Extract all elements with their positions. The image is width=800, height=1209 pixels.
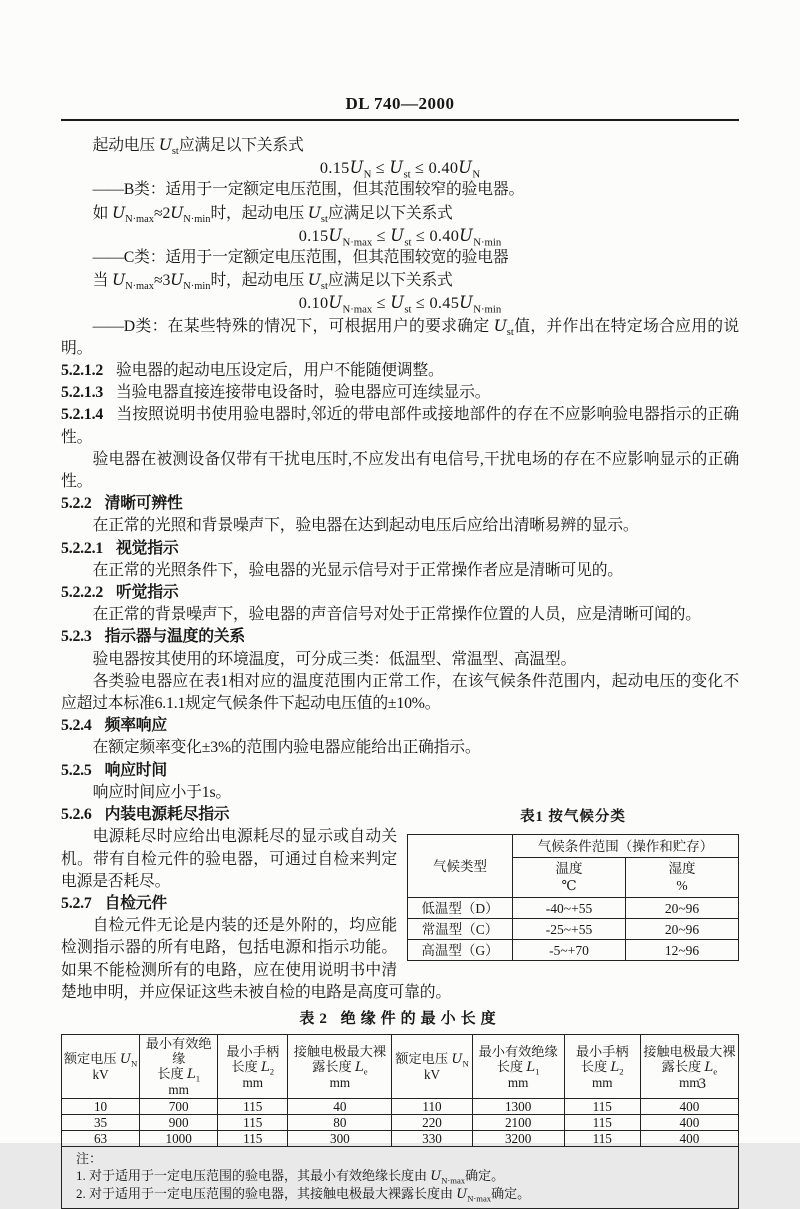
section-number: 5.2.1.4 — [61, 406, 104, 424]
paragraph: 如 $U_{N\cdot max}\approx 2U_{N\cdot min}$时，起动电压 $U_{st}$应满足以下关系式 — [92, 202, 453, 225]
table-row — [62, 1099, 739, 1115]
section-number: 5.2.2.1 — [61, 539, 104, 557]
section-number: 5.2.7 — [61, 894, 92, 912]
cell: 110 — [392, 1099, 472, 1115]
section-title: 视觉指示 — [116, 539, 179, 557]
table2-header-row — [62, 1035, 739, 1099]
section-number: 5.2.1.2 — [61, 362, 104, 380]
cell: 低温型（D） — [408, 898, 513, 919]
table-row — [408, 898, 739, 919]
cell: 115 — [218, 1115, 288, 1131]
cell: 220 — [392, 1115, 472, 1131]
note-label: 注： — [76, 1151, 103, 1167]
paragraph: 验电器在被测设备仅带有干扰电压时,不应发出有电信号,干扰电场的存在不应影响显示的正确性。 — [61, 450, 739, 491]
cell: 35 — [62, 1115, 140, 1131]
table1-title: 表1 按气候分类 — [520, 809, 626, 826]
cell: 115 — [564, 1115, 640, 1131]
table2-notes — [62, 1147, 739, 1209]
paragraph: ——C类：适用于一定额定电压范围，但其范围较宽的验电器 — [92, 249, 509, 267]
paragraph: 电源耗尽时应给出电源耗尽的显示或自动关机。带有自检元件的验电器，可通过自检来判定电源是否耗尽。 — [61, 828, 397, 890]
column-header: 额定电压 $U_N$ kV — [392, 1035, 472, 1099]
cell: 2100 — [472, 1115, 564, 1131]
formula-line: $0.15U_N \le U_{st} \le 0.40U_N$ — [319, 158, 481, 181]
column-header: 最小手柄 长度 $L_2$ mm — [564, 1035, 640, 1099]
section-number: 5.2.6 — [61, 806, 92, 824]
cell: 常温型（C） — [408, 919, 513, 940]
column-header: 接触电极最大裸 露长度 $L_e$ mm — [640, 1035, 738, 1099]
paragraph: ——D类：在某些特殊的情况下，可根据用户的要求确定 $U_{st}$值，并作出在特定场合应用的说明。 — [61, 315, 739, 357]
table1-header-row — [408, 835, 739, 858]
header-rule — [61, 119, 739, 121]
section-text: 当验电器直接连接带电设备时，验电器应可连续显示。 — [116, 384, 491, 402]
section-with-table1 — [61, 804, 739, 1004]
climate-table — [407, 834, 739, 961]
section-number: 5.2.5 — [61, 761, 92, 779]
cell: 20~96 — [626, 919, 739, 940]
column-header: 最小手柄 长度 $L_2$ mm — [218, 1035, 288, 1099]
section-number: 5.2.3 — [61, 628, 92, 646]
paragraph: 当 $U_{N\cdot max}\approx 3U_{N\cdot min}$时，起动电压 $U_{st}$应满足以下关系式 — [92, 270, 453, 293]
section-number: 5.2.2.2 — [61, 584, 104, 602]
section-title: 频率响应 — [104, 717, 167, 735]
section-title: 内装电源耗尽指示 — [104, 806, 230, 824]
paragraph: 在正常的背景噪声下，验电器的声音信号对处于正常操作位置的人员，应是清晰可闻的。 — [92, 606, 701, 624]
cell: 700 — [140, 1099, 218, 1115]
formula-line: $0.10U_{N\cdot max} \le U_{st} \le 0.45U_{N\cdot min}$ — [298, 293, 502, 316]
note: 2. 对于适用于一定电压范围的验电器，其接触电极最大裸露长度由 $U_{N\cdot max}$确定。 — [76, 1186, 531, 1204]
section-text: 当按照说明书使用验电器时,邻近的带电部件或接地部件的存在不应影响验电器指示的正确性。 — [61, 406, 739, 446]
cell: 330 — [392, 1131, 472, 1147]
cell: 300 — [288, 1131, 392, 1147]
section-title: 指示器与温度的关系 — [104, 628, 245, 646]
column-header: 最小有效绝缘 长度 $L_1$ mm — [140, 1035, 218, 1099]
cell: 20~96 — [626, 898, 739, 919]
temp-unit: ℃ — [561, 878, 577, 894]
cell: 80 — [288, 1115, 392, 1131]
table1-header-type: 气候类型 — [408, 835, 513, 898]
humidity-label: 湿度 — [668, 861, 696, 877]
table1-container — [407, 806, 739, 961]
table1-header-humidity — [626, 858, 739, 898]
cell: 12~96 — [626, 940, 739, 961]
table-row — [62, 1131, 739, 1147]
paragraph: 在额定频率变化±3%的范围内验电器应能给出正确指示。 — [92, 739, 481, 757]
cell: 900 — [140, 1115, 218, 1131]
cell: -5~+70 — [513, 940, 626, 961]
paragraph: 在正常的光照和背景噪声下，验电器在达到起动电压后应给出清晰易辨的显示。 — [92, 517, 639, 535]
paragraph: ——B类：适用于一定额定电压范围，但其范围较窄的验电器。 — [92, 181, 525, 199]
table-row — [408, 919, 739, 940]
humidity-unit: % — [676, 878, 688, 894]
table-row — [62, 1115, 739, 1131]
paragraph: 响应时间应小于1s。 — [92, 783, 232, 801]
section-number: 5.2.2 — [61, 495, 92, 513]
insulation-table — [61, 1034, 739, 1209]
cell: 3200 — [472, 1131, 564, 1147]
section-title: 清晰可辨性 — [104, 495, 183, 513]
cell: 400 — [640, 1115, 738, 1131]
section-number: 5.2.1.3 — [61, 384, 104, 402]
cell: 115 — [218, 1099, 288, 1115]
cell: 400 — [640, 1099, 738, 1115]
cell: -40~+55 — [513, 898, 626, 919]
cell: 高温型（G） — [408, 940, 513, 961]
paragraph: 各类验电器应在表1相对应的温度范围内正常工作，在该气候条件范围内，起动电压的变化不应超过本标准6.1.1规定气候条件下起动电压值的±10%。 — [61, 672, 739, 713]
table2-notes-row — [62, 1147, 739, 1209]
table1-header-range: 气候条件范围（操作和贮存） — [513, 835, 739, 858]
paragraph: 在正常的光照条件下，验电器的光显示信号对于正常操作者应是清晰可见的。 — [92, 561, 623, 579]
column-header: 额定电压 $U_N$ kV — [62, 1035, 140, 1099]
column-header: 接触电极最大裸 露长度 $L_e$ mm — [288, 1035, 392, 1099]
section-title: 自检元件 — [104, 894, 167, 912]
column-header: 最小有效绝缘 长度 $L_1$ mm — [472, 1035, 564, 1099]
table-row — [408, 940, 739, 961]
section-paragraph — [61, 360, 739, 382]
cell: -25~+55 — [513, 919, 626, 940]
page-number: 3 — [698, 1076, 706, 1092]
section-paragraph — [61, 382, 739, 404]
cell: 115 — [564, 1099, 640, 1115]
section-heading — [61, 626, 739, 648]
temp-label: 温度 — [555, 861, 583, 877]
paragraph: 起动电压 $U_{st}$应满足以下关系式 — [92, 135, 304, 158]
cell: 115 — [564, 1131, 640, 1147]
section-heading — [61, 760, 739, 782]
section-heading — [61, 493, 739, 515]
section-heading — [61, 538, 739, 560]
cell: 10 — [62, 1099, 140, 1115]
paragraph: 验电器按其使用的环境温度，可分成三类：低温型、常温型、高温型。 — [92, 650, 577, 668]
note: 1. 对于适用于一定电压范围的验电器，其最小有效绝缘长度由 $U_{N\cdot max}$确定。 — [76, 1168, 505, 1186]
section-heading — [61, 715, 739, 737]
paragraph: 自检元件无论是内装的还是外附的，均应能检测指示器的所有电路，包括电源和指示功能。如果不能检测所有的电路，应在使用说明书中清楚地申明，并应保证这些未被自检的电路是高度可靠的。 — [61, 917, 451, 1001]
cell: 400 — [640, 1131, 738, 1147]
cell: 1000 — [140, 1131, 218, 1147]
section-title: 听觉指示 — [116, 584, 179, 602]
cell: 1300 — [472, 1099, 564, 1115]
document-body — [61, 134, 739, 1209]
section-title: 响应时间 — [104, 761, 167, 779]
section-heading — [61, 582, 739, 604]
table1-header-temp — [513, 858, 626, 898]
cell: 63 — [62, 1131, 140, 1147]
section-number: 5.2.4 — [61, 717, 92, 735]
doc-code: DL 740—2000 — [345, 94, 455, 113]
cell: 40 — [288, 1099, 392, 1115]
section-paragraph — [61, 404, 739, 448]
table2-title: 表2 绝缘件的最小长度 — [299, 1010, 501, 1027]
formula-line: $0.15U_{N\cdot max} \le U_{st} \le 0.40U_{N\cdot min}$ — [298, 225, 502, 249]
cell: 115 — [218, 1131, 288, 1147]
section-text: 验电器的起动电压设定后，用户不能随便调整。 — [116, 362, 444, 380]
